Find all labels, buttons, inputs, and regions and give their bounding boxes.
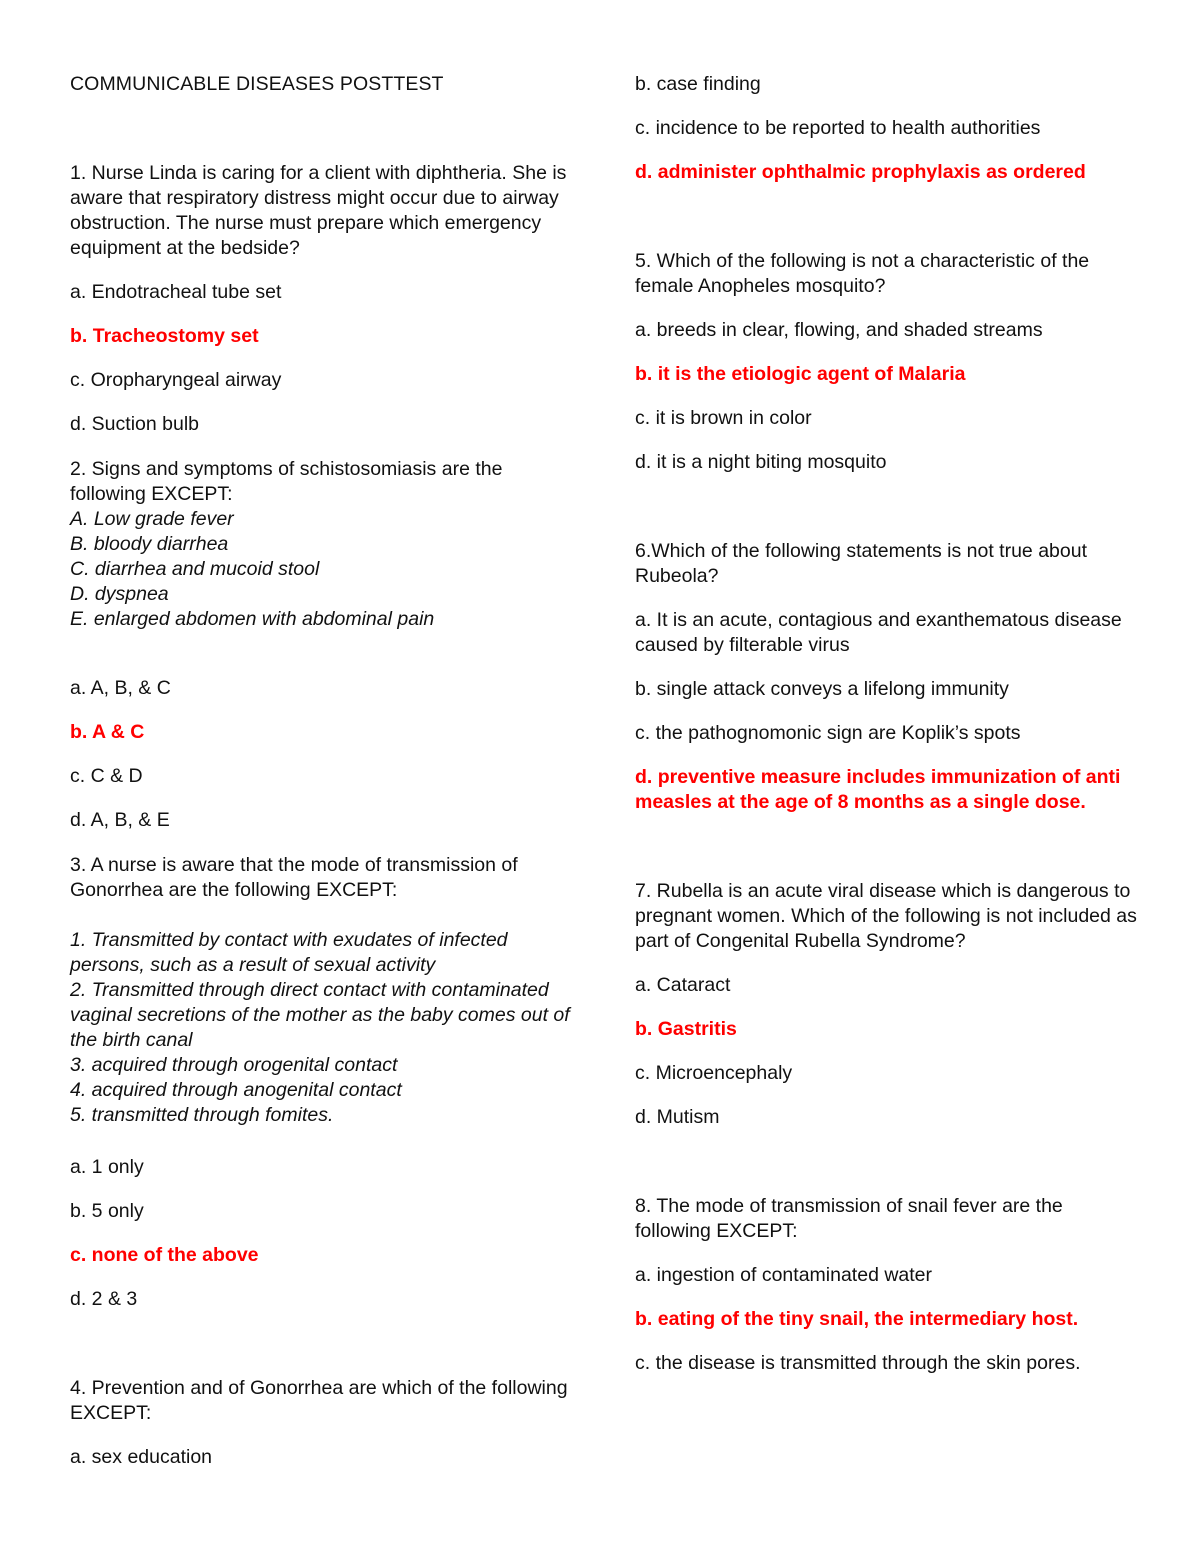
question-6: 6.Which of the following statements is not true about Rubeola?: [635, 540, 1087, 587]
q6-option-b: b. single attack conveys a lifelong immunity: [635, 678, 1009, 700]
q2-item: B. bloody diarrhea: [70, 533, 229, 555]
q3-item-list: [70, 928, 570, 1128]
q4-option-d-answer: d. administer ophthalmic prophylaxis as ordered: [635, 161, 1086, 183]
question-3: 3. A nurse is aware that the mode of transmission of Gonorrhea are the following EXCEPT:: [70, 854, 518, 901]
q4-option-c: c. incidence to be reported to health authorities: [635, 117, 1041, 139]
q3-option-b: b. 5 only: [70, 1200, 144, 1222]
q1-option-b-answer: b. Tracheostomy set: [70, 325, 259, 347]
q2-item-list: [70, 507, 570, 632]
q5-option-a: a. breeds in clear, flowing, and shaded streams: [635, 319, 1043, 341]
q3-option-d: d. 2 & 3: [70, 1288, 138, 1310]
q4-option-a: a. sex education: [70, 1446, 213, 1468]
question-7: 7. Rubella is an acute viral disease which is dangerous to pregnant women. Which of the following is not included as part of Congenital Rubella Syndrome?: [635, 880, 1137, 952]
q1-option-a: a. Endotracheal tube set: [70, 281, 282, 303]
right-column: [635, 72, 1140, 1376]
q2-item: C. diarrhea and mucoid stool: [70, 558, 320, 580]
question-1: 1. Nurse Linda is caring for a client with diphtheria. She is aware that respiratory distress might occur due to airway obstruction. The nurse must prepare which emergency equipment at the bedside?: [70, 162, 567, 259]
q6-option-a: a. It is an acute, contagious and exanthematous disease caused by filterable virus: [635, 609, 1122, 656]
q2-option-b-answer: b. A & C: [70, 721, 145, 743]
q7-option-d: d. Mutism: [635, 1106, 720, 1128]
q3-item: 3. acquired through orogenital contact: [70, 1054, 398, 1076]
q2-option-a: a. A, B, & C: [70, 677, 171, 699]
question-5: 5. Which of the following is not a characteristic of the female Anopheles mosquito?: [635, 250, 1090, 297]
q1-option-c: c. Oropharyngeal airway: [70, 369, 282, 391]
q7-option-a: a. Cataract: [635, 974, 731, 996]
left-column: [70, 72, 570, 1470]
q8-option-c: c. the disease is transmitted through the skin pores.: [635, 1352, 1081, 1374]
question-8: 8. The mode of transmission of snail fever are the following EXCEPT:: [635, 1195, 1063, 1242]
q1-option-d: d. Suction bulb: [70, 413, 200, 435]
q6-option-c: c. the pathognomonic sign are Koplik’s spots: [635, 722, 1021, 744]
q8-option-b-answer: b. eating of the tiny snail, the intermediary host.: [635, 1308, 1079, 1330]
q5-option-d: d. it is a night biting mosquito: [635, 451, 887, 473]
q7-option-c: c. Microencephaly: [635, 1062, 793, 1084]
q4-option-b: b. case finding: [635, 73, 761, 95]
page-title: COMMUNICABLE DISEASES POSTTEST: [70, 73, 444, 95]
q3-option-a: a. 1 only: [70, 1156, 144, 1178]
q8-option-a: a. ingestion of contaminated water: [635, 1264, 933, 1286]
q2-item: E. enlarged abdomen with abdominal pain: [70, 608, 435, 630]
question-4: 4. Prevention and of Gonorrhea are which of the following EXCEPT:: [70, 1377, 568, 1424]
q5-option-b-answer: b. it is the etiologic agent of Malaria: [635, 363, 966, 385]
q2-item: A. Low grade fever: [70, 508, 234, 530]
q3-item: 5. transmitted through fomites.: [70, 1104, 334, 1126]
q3-option-c-answer: c. none of the above: [70, 1244, 259, 1266]
question-2: 2. Signs and symptoms of schistosomiasis are the following EXCEPT:: [70, 458, 503, 505]
q3-item: 1. Transmitted by contact with exudates of infected persons, such as a result of sexual activity: [70, 929, 508, 976]
q2-item: D. dyspnea: [70, 583, 169, 605]
q3-item: 2. Transmitted through direct contact with contaminated vaginal secretions of the mother as the baby comes out of the birth canal: [70, 979, 570, 1051]
q5-option-c: c. it is brown in color: [635, 407, 812, 429]
q7-option-b-answer: b. Gastritis: [635, 1018, 737, 1040]
q2-option-c: c. C & D: [70, 765, 143, 787]
q3-item: 4. acquired through anogenital contact: [70, 1079, 402, 1101]
q2-option-d: d. A, B, & E: [70, 809, 170, 831]
q6-option-d-answer: d. preventive measure includes immunization of anti measles at the age of 8 months as a single dose.: [635, 766, 1121, 813]
